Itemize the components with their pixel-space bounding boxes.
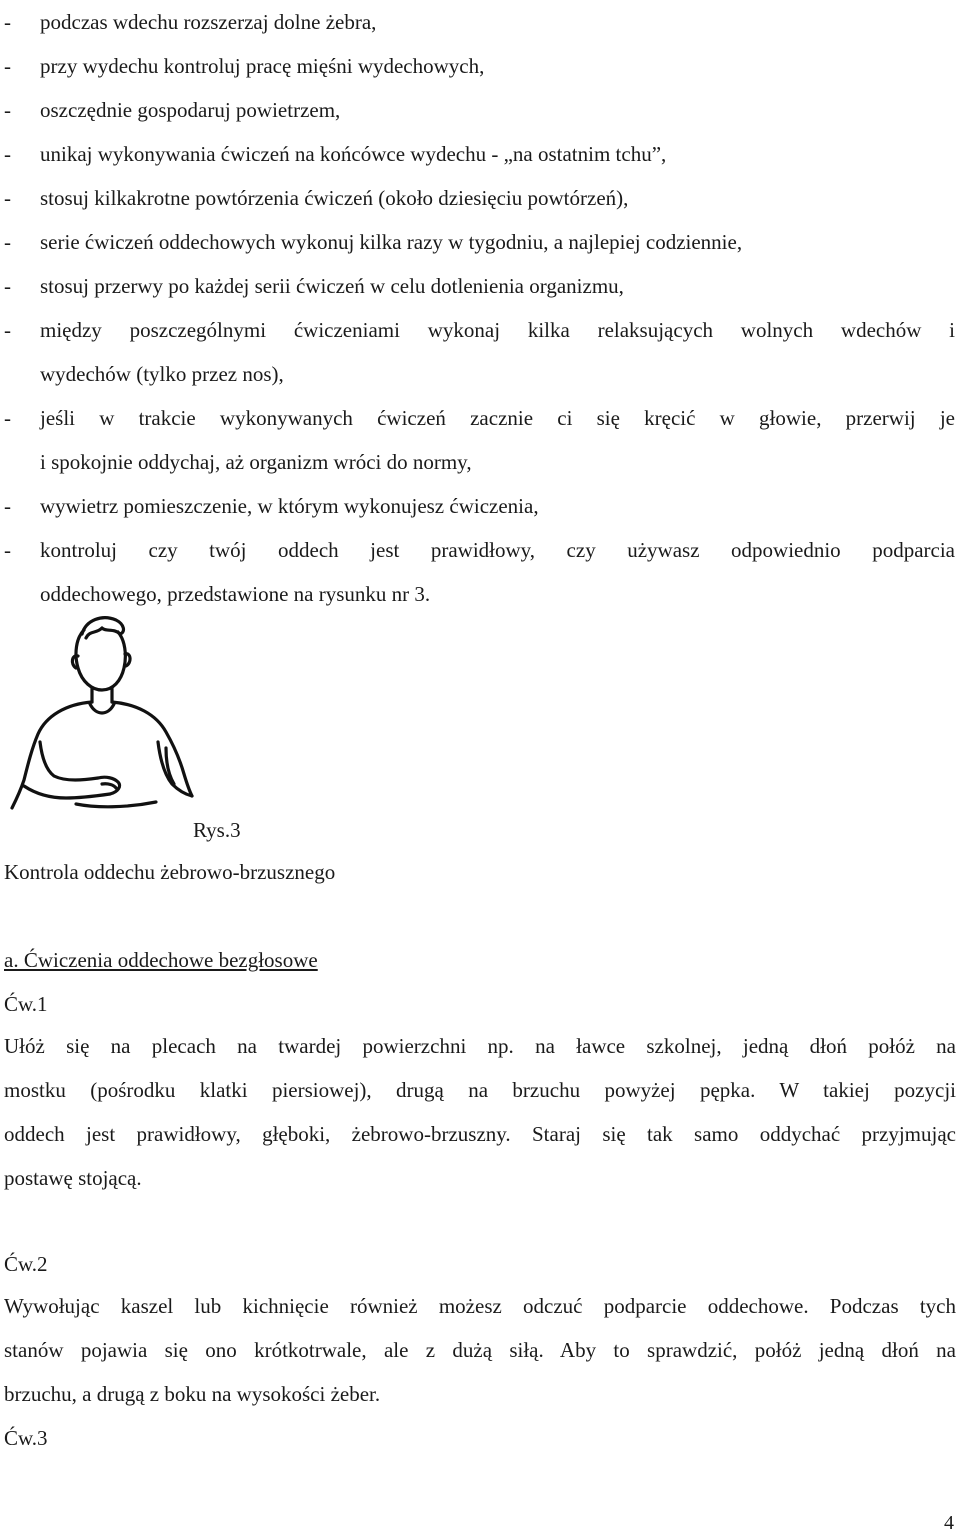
list-item — [4, 308, 956, 396]
list-item-text: przy wydechu kontroluj pracę mięśni wydechowych, — [40, 54, 485, 78]
paragraph-line: Ułóż się na plecach na twardej powierzchni np. na ławce szkolnej, jedną dłoń połóż na — [4, 1034, 956, 1058]
paragraph-line: postawę stojącą. — [4, 1166, 142, 1190]
list-dash: - — [4, 98, 11, 122]
paragraph-line: Wywołując kaszel lub kichnięcie również możesz odczuć podparcie oddechowe. Podczas tych — [4, 1294, 956, 1318]
breathing-control-illustration — [6, 608, 196, 818]
list-dash: - — [4, 274, 11, 298]
list-item-text — [40, 396, 955, 484]
list-item-line: wydechów (tylko przez nos), — [40, 362, 284, 386]
list-item-line: między poszczególnymi ćwiczeniami wykonaj kilka relaksujących wolnych wdechów i — [40, 318, 955, 342]
paragraph-line: mostku (pośrodku klatki piersiowej), drugą na brzuchu powyżej pępka. W takiej pozycji — [4, 1078, 956, 1102]
section-heading: a. Ćwiczenia oddechowe bezgłosowe — [4, 948, 318, 972]
exercise-description — [4, 1284, 956, 1416]
list-item — [4, 132, 956, 176]
list-dash: - — [4, 318, 11, 342]
list-dash: - — [4, 186, 11, 210]
breathing-tips-list — [4, 0, 956, 616]
list-item-text: stosuj kilkakrotne powtórzenia ćwiczeń (około dziesięciu powtórzeń), — [40, 186, 629, 210]
list-dash: - — [4, 538, 11, 562]
list-item — [4, 88, 956, 132]
list-item-line: i spokojnie oddychaj, aż organizm wróci do normy, — [40, 450, 472, 474]
paragraph-line: brzuchu, a drugą z boku na wysokości żeber. — [4, 1382, 381, 1406]
list-dash: - — [4, 142, 11, 166]
exercise-title: Ćw.2 — [4, 1252, 48, 1276]
person-hands-on-chest-and-belly-drawing — [6, 608, 196, 818]
list-item — [4, 0, 956, 44]
list-item-text: unikaj wykonywania ćwiczeń na końcówce wydechu - „na ostatnim tchu”, — [40, 142, 667, 166]
list-item — [4, 484, 956, 528]
list-item-text: wywietrz pomieszczenie, w którym wykonujesz ćwiczenia, — [40, 494, 539, 518]
list-item — [4, 220, 956, 264]
list-item-text — [40, 528, 955, 616]
paragraph-line: stanów pojawia się ono krótkotrwale, ale z dużą siłą. Aby to sprawdzić, połóż jedną dłoń na — [4, 1338, 956, 1362]
list-dash: - — [4, 54, 11, 78]
list-dash: - — [4, 230, 11, 254]
list-item — [4, 176, 956, 220]
list-item — [4, 396, 956, 484]
list-item — [4, 44, 956, 88]
list-dash: - — [4, 406, 11, 430]
list-item-line: kontroluj czy twój oddech jest prawidłowy, czy używasz odpowiednio podparcia — [40, 538, 955, 562]
list-item — [4, 264, 956, 308]
list-item — [4, 528, 956, 616]
list-dash: - — [4, 10, 11, 34]
list-item-text: serie ćwiczeń oddechowych wykonuj kilka razy w tygodniu, a najlepiej codziennie, — [40, 230, 743, 254]
page-number: 4 — [944, 1512, 954, 1534]
list-item-text: stosuj przerwy po każdej serii ćwiczeń w celu dotlenienia organizmu, — [40, 274, 624, 298]
list-item-text: podczas wdechu rozszerzaj dolne żebra, — [40, 10, 377, 34]
list-item-line: jeśli w trakcie wykonywanych ćwiczeń zacznie ci się kręcić w głowie, przerwij je — [40, 406, 955, 430]
list-item-text — [40, 308, 955, 396]
exercise-title: Ćw.1 — [4, 992, 48, 1016]
paragraph-line: oddech jest prawidłowy, głęboki, żebrowo-brzuszny. Staraj się tak samo oddychać przyjmując — [4, 1122, 956, 1146]
figure-caption: Kontrola oddechu żebrowo-brzusznego — [4, 860, 336, 884]
exercise-title: Ćw.3 — [4, 1426, 48, 1450]
list-item-text: oszczędnie gospodaruj powietrzem, — [40, 98, 341, 122]
exercise-description — [4, 1024, 956, 1200]
list-item-line: oddechowego, przedstawione na rysunku nr 3. — [40, 582, 431, 606]
figure-label: Rys.3 — [193, 818, 241, 842]
list-dash: - — [4, 494, 11, 518]
